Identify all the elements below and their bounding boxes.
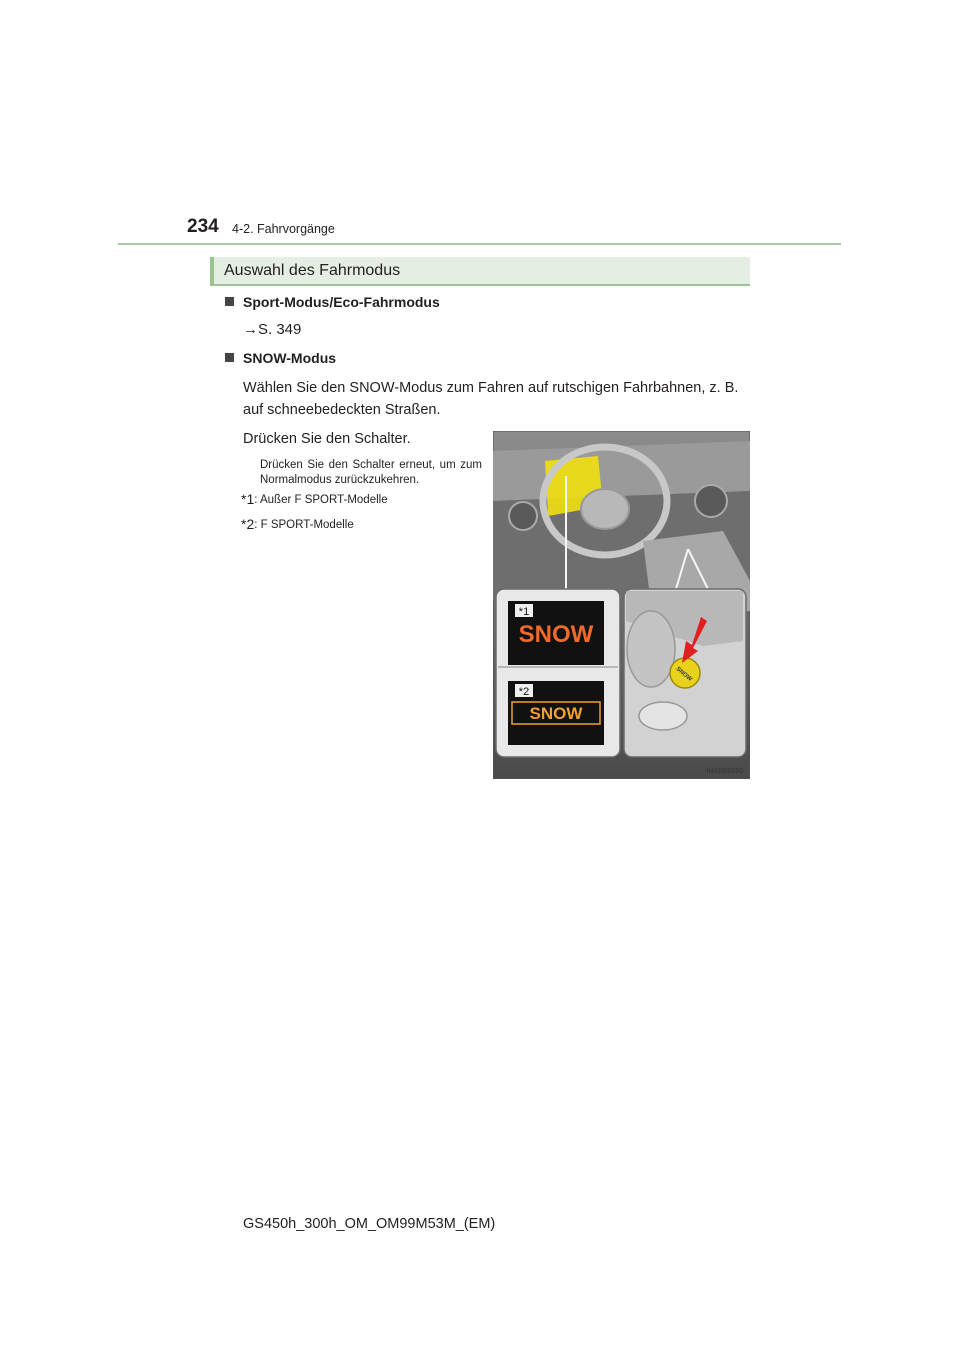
sport-mode-page-reference: →S. 349 (243, 321, 302, 338)
chapter-title: 4-2. Fahrvorgänge (232, 222, 335, 236)
snow-mode-note: Drücken Sie den Schalter erneut, um zum Normalmodus zurückzukehren. (260, 459, 482, 486)
snow-indicator-standard: SNOW (518, 621, 594, 648)
figure-code: IN42GS260 (706, 768, 743, 775)
sport-mode-heading (225, 294, 440, 310)
snow-switch-label: SNOW (674, 666, 693, 683)
square-bullet-icon (225, 297, 234, 306)
snow-mode-heading-text: SNOW-Modus (243, 350, 337, 366)
footnote-marker: *2 (241, 516, 255, 532)
section-header (210, 257, 750, 286)
label-star2: *2 (518, 686, 530, 698)
square-bullet-icon (225, 353, 234, 362)
snow-mode-description: Wählen Sie den SNOW-Modus zum Fahren auf rutschigen Fahrbahnen, z. B. auf schneebedeckten Straßen. (243, 380, 739, 418)
snow-mode-instruction: Drücken Sie den Schalter. (243, 431, 411, 447)
document-id: GS450h_300h_OM_OM99M53M_(EM) (243, 1216, 496, 1232)
header-divider (118, 243, 841, 245)
sport-mode-heading-text: Sport-Modus/Eco-Fahrmodus (243, 294, 440, 310)
snow-mode-illustration (493, 431, 750, 779)
footnote-marker: *1 (241, 491, 255, 507)
label-star1: *1 (518, 606, 530, 618)
snow-indicator-f-sport: SNOW (529, 704, 583, 723)
air-vent (509, 502, 537, 530)
footnote-1 (241, 491, 388, 510)
page-number: 234 (187, 216, 219, 237)
snow-mode-heading (225, 350, 336, 366)
air-vent (695, 485, 727, 517)
footnote-text: : Außer F SPORT-Modelle (254, 494, 388, 506)
footnote-2 (241, 516, 354, 535)
section-title: Auswahl des Fahrmodus (224, 262, 401, 279)
footnote-text: : F SPORT-Modelle (254, 519, 354, 531)
